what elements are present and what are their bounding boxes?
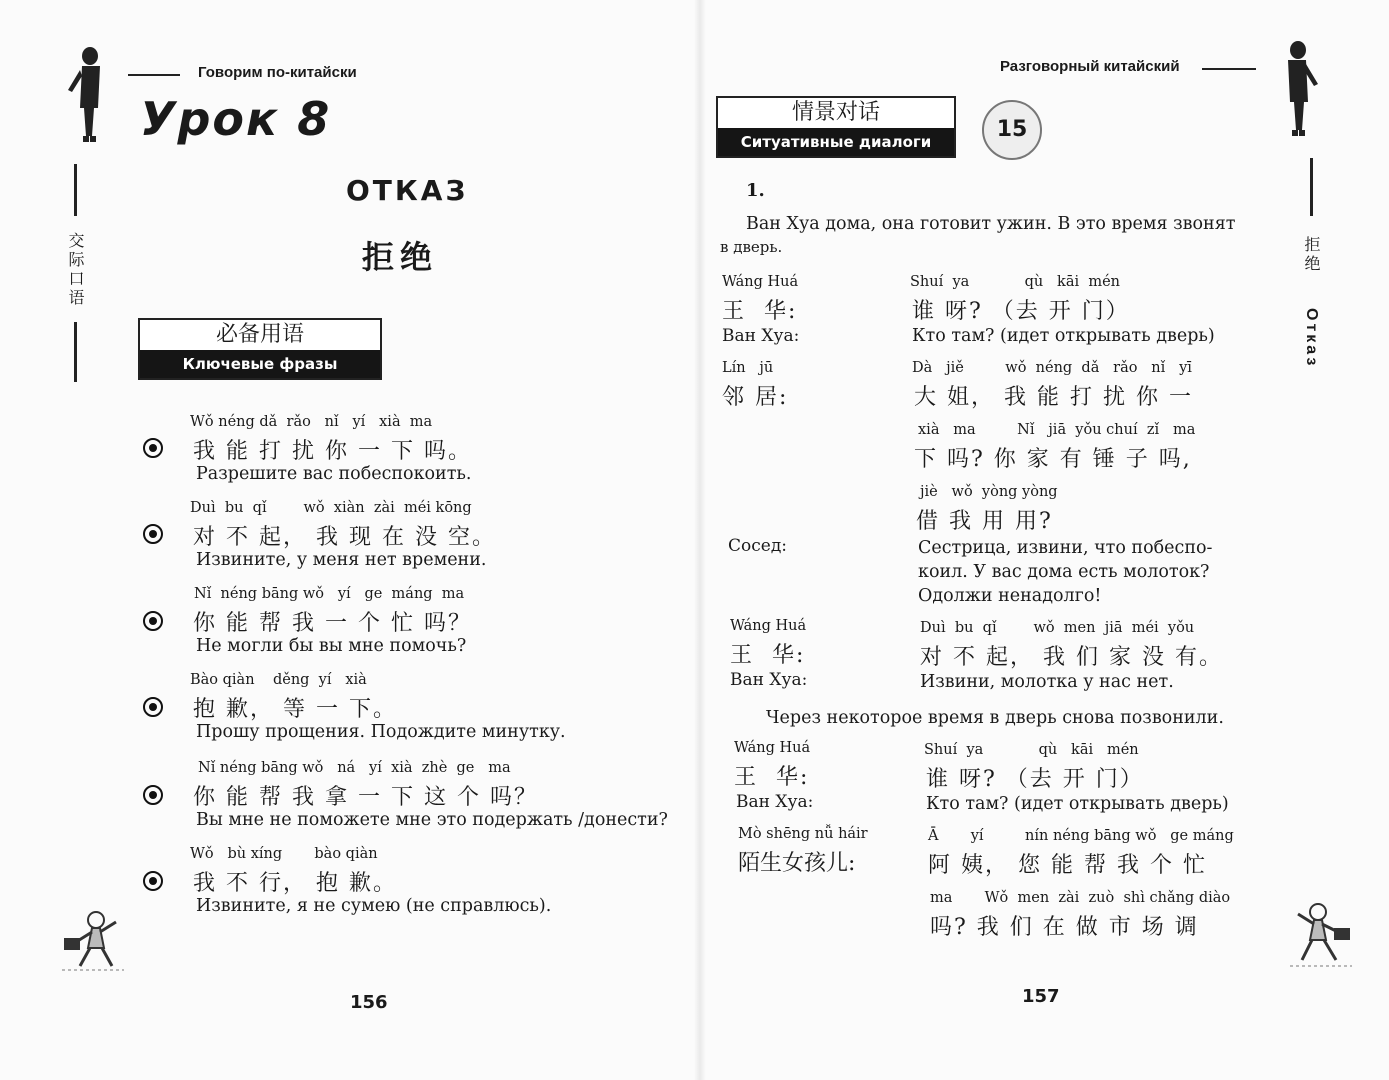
right-page [700,0,1389,1080]
line-pinyin: jiè wǒ yòng yòng [920,484,1058,500]
phrase-hanzi: 我 不 行， 抱 歉。 [193,871,397,896]
bullet-icon [143,697,163,717]
bullet-icon [143,438,163,458]
speaker-pinyin: Wáng Huá [730,618,807,634]
phrase-pinyin: Wǒ bù xíng bào qiàn [190,846,378,862]
page-number: 157 [1022,986,1060,1007]
speaker-hanzi: 王 华: [734,765,810,790]
section-title-zh: 必备用语 [215,322,304,347]
phrase-translation: Извините, у меня нет времени. [196,550,487,570]
lesson-title: Урок 8 [140,92,332,146]
figure-running-businessman-icon [58,908,128,974]
side-vertical-text-ru: Отказ [1303,308,1320,369]
phrase-hanzi: 对 不 起， 我 现 在 没 空。 [193,525,496,550]
phrase-translation: Извините, я не сумею (не справлюсь). [196,896,552,916]
speaker-ru: Ван Хуа: [730,670,808,690]
speaker-hanzi: 王 华: [722,299,798,324]
speaker-hanzi: 陌生女孩儿: [738,851,856,876]
figure-man-standing-icon [1278,40,1328,140]
figure-running-businessman-icon [1286,900,1356,970]
line-pinyin: Dà jiě wǒ néng dǎ rǎo nǐ yī [912,360,1192,376]
dialogue-number: 1. [746,180,765,201]
line-pinyin: xià ma Nǐ jiā yǒu chuí zǐ ma [918,422,1196,438]
section-title-ru: Ситуативные диалоги [718,128,954,156]
phrase-pinyin: Bào qiàn děng yí xià [190,672,367,688]
speaker-ru: Ван Хуа: [722,326,800,346]
phrase-pinyin: Wǒ néng dǎ rǎo nǐ yí xià ma [190,414,433,430]
line-pinyin: ma Wǒ men zài zuò shì chǎng diào [930,890,1231,906]
section-title-ru: Ключевые фразы [140,350,380,378]
running-head: Разговорный китайский [1000,58,1180,75]
line-hanzi: 下 吗? 你 家 有 锤 子 吗, [914,447,1192,472]
phrase-translation: Вы мне не поможете мне это подержать /донести? [196,810,668,830]
line-pinyin: Shuí ya qù kāi mén [910,274,1121,290]
dialogue-intro: Ван Хуа дома, она готовит ужин. В это время звонят [746,214,1236,234]
phrase-hanzi: 我 能 打 扰 你 一 下 吗。 [193,439,472,464]
line-hanzi: 谁 呀? （去 开 门） [912,299,1130,324]
speaker-hanzi: 邻 居: [722,385,789,410]
line-translation: Извини, молотка у нас нет. [920,672,1174,692]
phrase-pinyin: Nǐ néng bāng wǒ ná yí xià zhè ge ma [198,760,511,776]
line-hanzi: 大 姐， 我 能 打 扰 你 一 [914,385,1193,410]
side-vertical-text-zh: 拒绝 [1302,236,1321,274]
bullet-icon [143,785,163,805]
speaker-pinyin: Lín jū [722,360,774,376]
side-rule-top [74,164,77,216]
speaker-ru: Ван Хуа: [736,792,814,812]
bullet-icon [143,524,163,544]
section-header-dialogues [716,96,956,158]
page-number: 156 [350,992,388,1013]
side-vertical-text: 交际口语 [66,232,85,308]
speaker-pinyin: Mò shēng nǚ háir [738,826,868,842]
side-rule-bottom [74,322,77,382]
line-hanzi: 对 不 起， 我 们 家 没 有。 [920,645,1223,670]
line-translation: коил. У вас дома есть молоток? [918,562,1210,582]
phrase-translation: Не могли бы вы мне помочь? [196,636,467,656]
speaker-pinyin: Wáng Huá [734,740,811,756]
running-head-rule [128,74,180,76]
topic-title-zh: 拒绝 [362,238,439,276]
line-translation: Сестрица, извини, что побеспо- [918,538,1213,558]
narration-line: Через некоторое время в дверь снова позвонили. [766,708,1224,728]
speaker-hanzi: 王 华: [730,643,806,668]
line-hanzi: 借 我 用 用? [916,509,1053,534]
phrase-hanzi: 你 能 帮 我 一 个 忙 吗？ [193,611,472,636]
figure-man-standing-icon [60,46,110,146]
side-rule-top [1310,158,1313,216]
line-hanzi: 阿 姨， 您 能 帮 我 个 忙 [928,853,1207,878]
phrase-translation: Разрешите вас побеспокоить. [196,464,472,484]
dialogue-intro-cont: в дверь. [720,238,783,256]
phrase-translation: Прошу прощения. Подождите минутку. [196,722,566,742]
audio-track-badge: 15 [982,100,1042,160]
running-head: Говорим по-китайски [198,64,357,81]
phrase-pinyin: Duì bu qǐ wǒ xiàn zài méi kōng [190,500,472,516]
line-pinyin: Shuí ya qù kāi mén [924,742,1139,758]
phrase-hanzi: 你 能 帮 我 拿 一 下 这 个 吗？ [193,785,538,810]
section-header-key-phrases [138,318,382,380]
line-translation: Одолжи ненадолго! [918,586,1102,606]
line-pinyin: Duì bu qǐ wǒ men jiā méi yǒu [920,620,1195,636]
line-hanzi: 吗? 我 们 在 做 市 场 调 [930,915,1199,940]
bullet-icon [143,611,163,631]
topic-title-ru: ОТКАЗ [346,174,469,207]
speaker-ru: Сосед: [728,536,788,556]
section-title-zh: 情景对话 [791,100,880,125]
running-head-rule [1202,68,1256,70]
bullet-icon [143,871,163,891]
line-translation: Кто там? (идет открывать дверь) [926,794,1229,814]
line-translation: Кто там? (идет открывать дверь) [912,326,1215,346]
line-hanzi: 谁 呀? （去 开 门） [926,767,1144,792]
line-pinyin: Ā yí nín néng bāng wǒ ge máng [928,828,1234,844]
phrase-hanzi: 抱 歉， 等 一 下。 [193,697,397,722]
speaker-pinyin: Wáng Huá [722,274,799,290]
phrase-pinyin: Nǐ néng bāng wǒ yí ge máng ma [194,586,465,602]
